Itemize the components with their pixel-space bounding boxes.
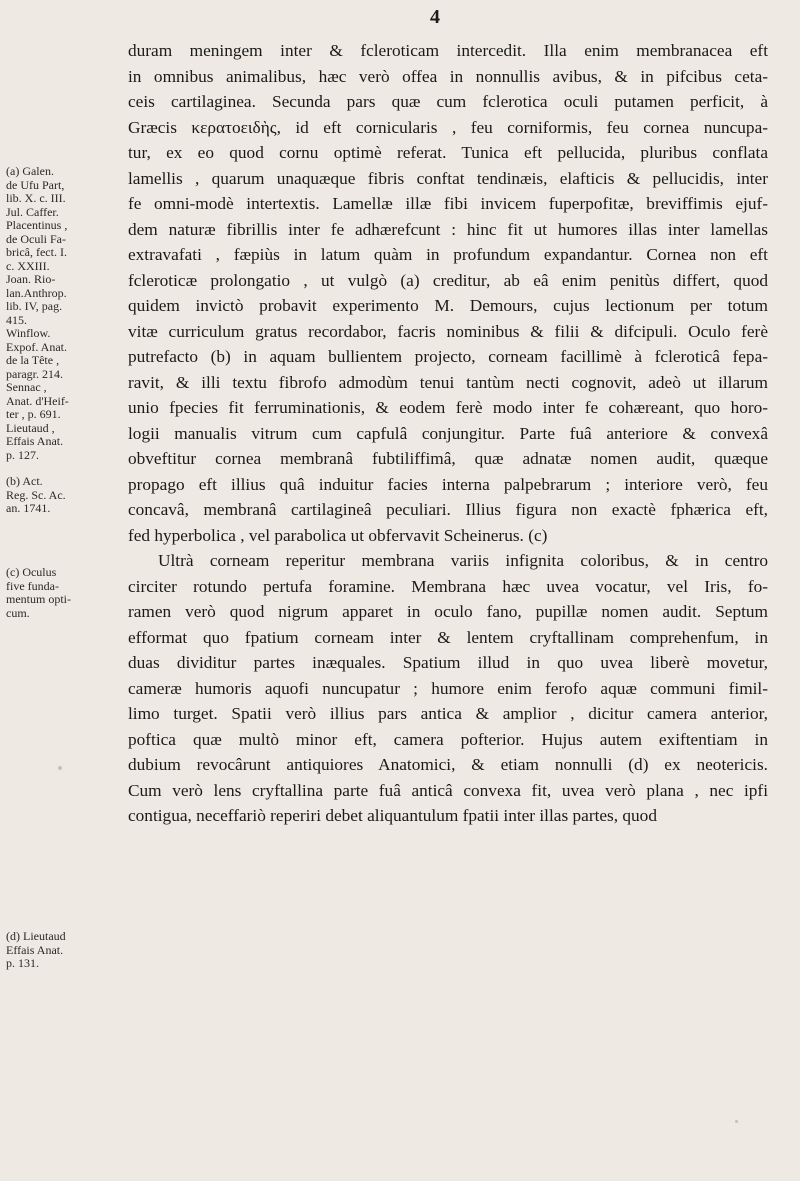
text-line: ramen verò quod nigrum apparet in oculo fano, pupillæ nomen audit. Septum [128, 602, 768, 621]
text-line: circiter rotundo pertufa foramine. Membrana hæc uvea vocatur, vel Iris, fo- [128, 576, 768, 596]
text-line: cameræ humoris aquofi nuncupatur ; humore enim ferofo aquæ communi fimil- [128, 678, 768, 698]
text-line: logii manualis vitrum cum capfulâ conjungitur. Parte fuâ anteriore & convexâ [128, 423, 768, 443]
text-line: Cum verò lens cryftallina parte fuâ anticâ convexa fit, uvea verò plana , nec ipfi [128, 780, 768, 800]
text-line: vitæ curriculum gratus recordabor, facris nominibus & filii & difcipuli. Oculo ferè [128, 321, 768, 341]
main-text-block [128, 38, 768, 829]
text-line: ceis cartilaginea. Secunda pars quæ cum fclerotica oculi putamen perficit, à [128, 92, 768, 111]
text-line: propago eft illius quâ induitur facies interna palpebrarum ; interiore verò, feu [128, 474, 768, 494]
margin-note-line: c. XXIII. [6, 258, 50, 273]
margin-note-line: Reg. Sc. Ac. [6, 487, 66, 502]
text-line: tur, ex eo quod cornu optimè referat. Tunica eft pellucida, pluribus conflata [128, 143, 768, 162]
text-line: ravit, & illi textu fibrofo admodùm tenui tantùm necti cognovit, adeò ut illarum [128, 372, 768, 392]
margin-note-line: (b) Act. [6, 474, 43, 488]
text-line: lamellis , quarum unaquæque fibris conftat tendinæis, elafticis & pellucidis, inter [128, 168, 768, 188]
margin-note-line: 415. [6, 312, 27, 327]
text-line: putrefacto (b) in aquam bullientem projecto, corneam facillimè à fcleroticâ fepa- [128, 347, 768, 366]
margin-note-line: Winflow. [6, 326, 51, 340]
margin-note-line: de Ufu Part, [6, 177, 65, 192]
text-line: efformat quo fpatium corneam inter & lentem cryftallinam comprehenfum, in [128, 627, 768, 647]
margin-note-line: (a) Galen. [6, 164, 54, 178]
margin-note-c [6, 566, 124, 620]
margin-note-b [6, 475, 124, 516]
margin-note-line: Joan. Rio- [6, 272, 56, 286]
margin-note-line: p. 127. [6, 447, 39, 462]
margin-note-line: Expof. Anat. [6, 339, 67, 354]
margin-note-d [6, 930, 124, 971]
margin-note-line: Lieutaud , [6, 420, 55, 435]
margin-note-line: lib. IV, pag. [6, 299, 63, 313]
text-line: duram meningem inter & fcleroticam intercedit. Illa enim membranacea eft [128, 41, 768, 60]
margin-note-line: p. 131. [6, 956, 39, 970]
margin-note-line: Effais Anat. [6, 942, 64, 957]
margin-note-line: lan.Anthrop. [6, 285, 67, 300]
text-line: concavâ, membranâ cartilagineâ peculiari. Illius figura non exactè fphærica eft, [128, 500, 768, 519]
margin-note-a [6, 165, 124, 462]
text-line: dubium revocârunt antiquiores Anatomici, & etiam nonnulli (d) ex neotericis. [128, 755, 768, 774]
text-line: fcleroticæ prolongatio , ut vulgò (a) creditur, ab eâ enim penitùs differt, quod [128, 270, 768, 290]
text-line: contigua, neceffariò reperiri debet aliquantulum fpatii inter illas partes, quod [128, 806, 657, 825]
text-line: in omnibus animalibus, hæc verò offea in nonnullis avibus, & in pifcibus ceta- [128, 66, 768, 86]
margin-note-line: Anat. d'Heif- [6, 393, 69, 408]
paper-speck [58, 766, 62, 770]
margin-note-line: cum. [6, 605, 30, 620]
text-line: fed hyperbolica , vel parabolica ut obfervavit Scheinerus. (c) [128, 525, 548, 545]
margin-note-line: five funda- [6, 578, 59, 593]
margin-note-line: bricâ, fect. I. [6, 245, 67, 259]
text-line: quidem invictò probavit experimento M. Demours, cujus lectionum per totum [128, 296, 768, 315]
text-line: Græcis κερατοειδὴς, id eft cornicularis , feu corniformis, feu cornea nuncupa- [128, 117, 768, 137]
margin-note-line: lib. X. c. III. [6, 191, 66, 205]
text-line: obveftitur cornea membranâ fubtiliffimâ, quæ adnatæ nomen audit, quæque [128, 449, 768, 468]
margin-note-line: paragr. 214. [6, 366, 63, 381]
margin-note-line: Jul. Caffer. [6, 204, 59, 219]
margin-note-line: (c) Oculus [6, 565, 57, 579]
margin-note-line: de la Tête , [6, 353, 60, 367]
text-line: Ultrà corneam reperitur membrana variis infignita coloribus, & in centro [158, 551, 768, 570]
paper-speck [735, 1120, 738, 1123]
text-line: duas dividitur partes inæquales. Spatium illud in quo uvea liberè movetur, [128, 653, 768, 672]
margin-note-line: ter , p. 691. [6, 407, 61, 421]
page-number: 4 [430, 6, 440, 28]
text-line: unio fpecies fit ferruminationis, & eodem ferè modo inter fe cohæreant, quo horo- [128, 398, 768, 417]
margin-note-line: Sennac , [6, 380, 47, 394]
margin-note-line: an. 1741. [6, 501, 51, 515]
margin-note-line: (d) Lieutaud [6, 929, 66, 943]
text-line: poftica quæ multò minor eft, camera pofterior. Hujus autem exiftentiam in [128, 729, 768, 749]
text-line: fe omni-modè intertextis. Lamellæ illæ fibi invicem fuperpofitæ, breviffimis ejuf- [128, 194, 768, 213]
text-line: extravafati , fæpiùs in latum quàm in profundum expandantur. Cornea non eft [128, 245, 768, 264]
text-line: dem naturæ fibrillis inter fe adhærefcunt : hinc fit ut humores illas inter lamellas [128, 219, 768, 239]
margin-note-line: de Oculi Fa- [6, 231, 66, 246]
text-line: limo turget. Spatii verò illius pars antica & amplior , dicitur camera anterior, [128, 704, 768, 723]
margin-note-line: Effais Anat. [6, 434, 64, 448]
margin-note-line: Placentinus , [6, 218, 68, 232]
margin-note-line: mentum opti- [6, 592, 71, 606]
